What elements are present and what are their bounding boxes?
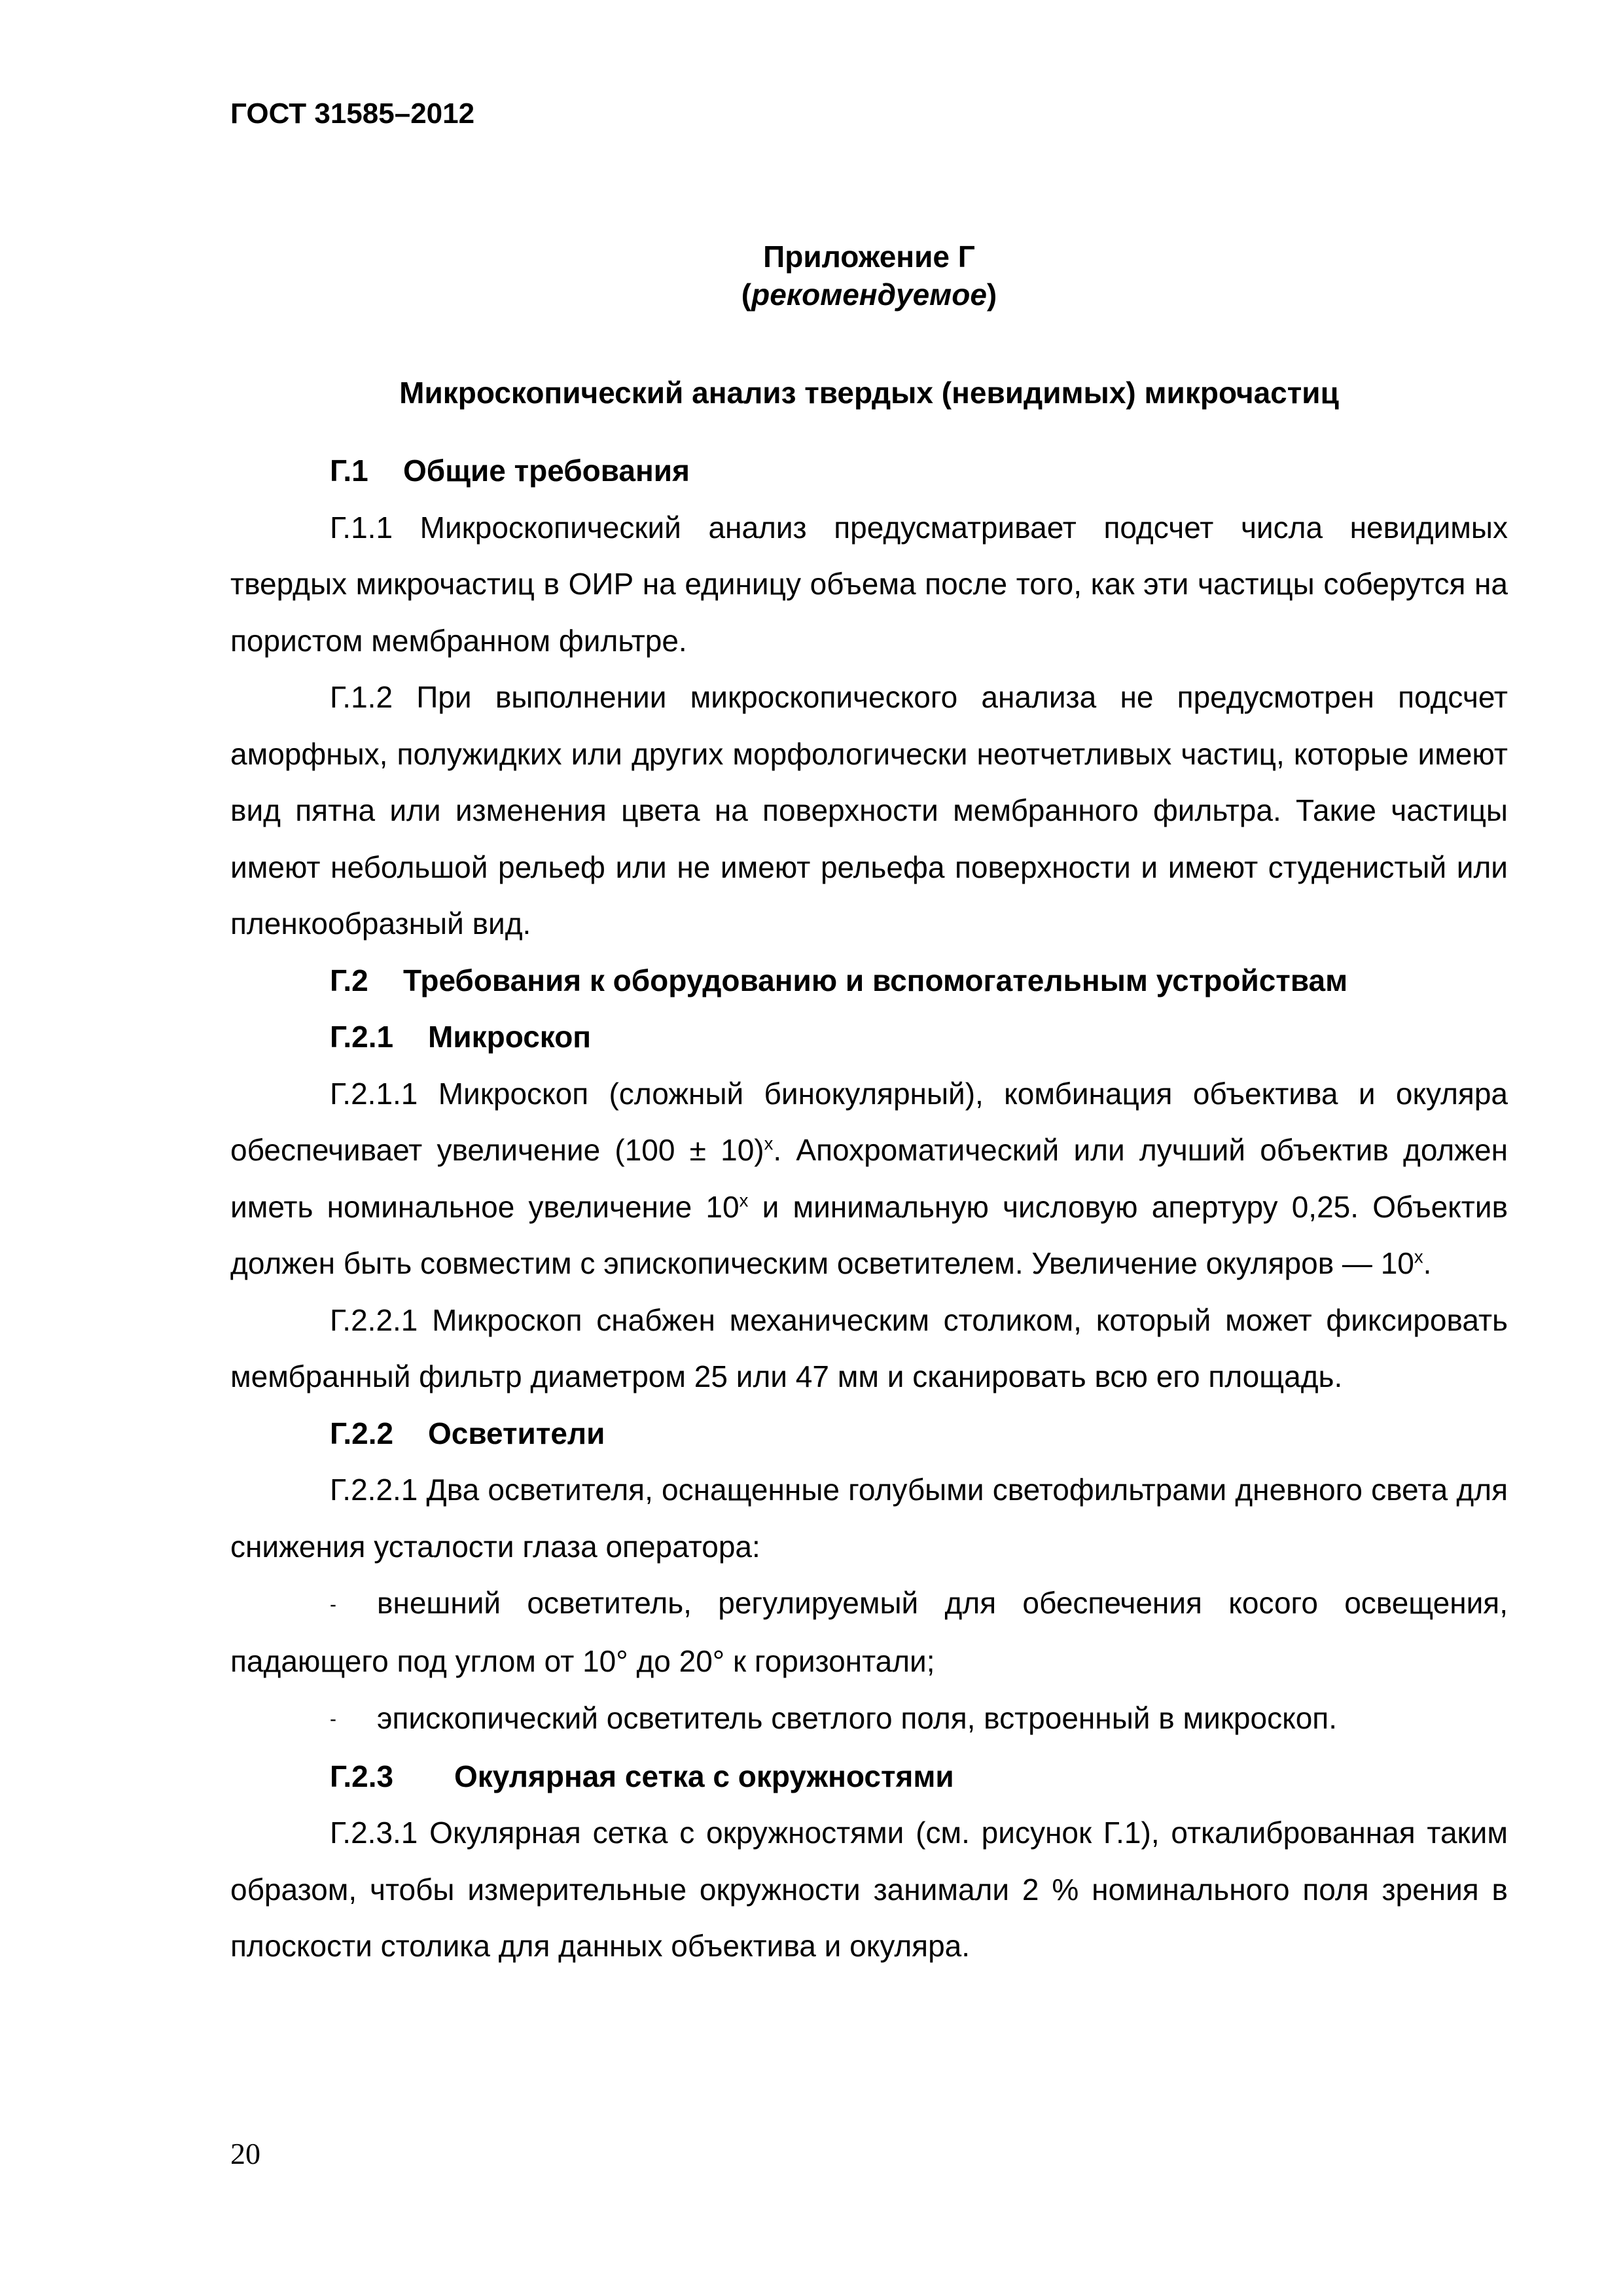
paragraph-text: . Апохроматический или лучший объектив должен иметь номинальное увеличение 10 xyxy=(230,1133,1508,1224)
document-code: ГОСТ 31585–2012 xyxy=(230,98,475,130)
section-number: Г.2 xyxy=(330,963,368,997)
paragraph-g2-3-1: Г.2.3.1 Окулярная сетка с окружностями (см. рисунок Г.1), откалиброванная таким образом, чтобы измерительные окружности занимали 2 % номинального поля зрения в плоскости столика для данных объектива и окуляра. xyxy=(230,1816,1508,1963)
section-title: Микроскоп xyxy=(428,1020,592,1054)
paragraph-g2-1-1 xyxy=(230,1066,1508,1292)
section-heading-g2-2 xyxy=(230,1405,1508,1462)
superscript-x: х xyxy=(1414,1246,1423,1267)
section-number: Г.2.3 xyxy=(330,1759,394,1793)
paragraph-g2-2-1-stage: Г.2.2.1 Микроскоп снабжен механическим столиком, который может фиксировать мембранный фильтр диаметром 25 или 47 мм и сканировать всю его площадь. xyxy=(230,1302,1508,1393)
annex-status xyxy=(230,272,1508,317)
paragraph-text: и минимальную числовую апертуру 0,25. Объектив должен быть совместим с эпископическим осветителем. Увеличение окуляров — 10 xyxy=(230,1189,1508,1280)
section-title: Общие требования xyxy=(403,454,690,488)
list-item-text: внешний осветитель, регулируемый для обеспечения косого освещения, падающего под углом от 10° до 20° к горизонтали; xyxy=(230,1586,1508,1678)
bullet-dash: - xyxy=(330,1708,336,1730)
page-number: 20 xyxy=(230,2137,260,2170)
annex-main-title: Микроскопический анализ твердых (невидимых) микрочастиц xyxy=(399,376,1339,410)
section-heading-g2-3 xyxy=(230,1748,1508,1805)
annex-title: Приложение Г xyxy=(763,240,975,274)
paragraph-g2-2-1-illuminators: Г.2.2.1 Два осветителя, оснащенные голубыми светофильтрами дневного света для снижения усталости глаза оператора: xyxy=(230,1473,1508,1564)
paragraph-g1-1: Г.1.1 Микроскопический анализ предусматривает подсчет числа невидимых твердых микрочастиц в ОИР на единицу объема после того, как эти частицы соберутся на пористом мембранном фильтре. xyxy=(230,510,1508,658)
paragraph-g1-2: Г.1.2 При выполнении микроскопического анализа не предусмотрен подсчет аморфных, полужидких или других морфологически неотчетливых частиц, которые имеют вид пятна или изменения цвета на поверхности мембранного фильтра. Такие частицы имеют небольшой рельеф или не имеют рельефа поверхности и имеют студенистый или пленкообразный вид. xyxy=(230,680,1508,941)
section-title: Окулярная сетка с окружностями xyxy=(454,1759,954,1793)
section-number: Г.2.1 xyxy=(330,1020,394,1054)
list-item xyxy=(230,1575,1508,1690)
section-heading-g2 xyxy=(230,952,1508,1009)
paragraph-text: . xyxy=(1423,1246,1432,1280)
paragraph-text: Г.2.1.1 Микроскоп (сложный бинокулярный), комбинация объектива и окуляра обеспечивает увеличение (100 ± 10) xyxy=(230,1076,1508,1167)
document-body xyxy=(230,442,1508,1975)
bullet-dash: - xyxy=(330,1593,336,1615)
section-number: Г.2.2 xyxy=(330,1416,394,1450)
superscript-x: х xyxy=(739,1190,749,1211)
section-title: Требования к оборудованию и вспомогательным устройствам xyxy=(403,963,1348,997)
section-heading-g2-1 xyxy=(230,1009,1508,1066)
section-heading-g1 xyxy=(230,442,1508,499)
annex-status-text: рекомендуемое xyxy=(751,278,987,312)
list-item xyxy=(230,1690,1508,1748)
superscript-x: х xyxy=(764,1133,774,1154)
annex-status-open: ( xyxy=(741,278,752,312)
section-title: Осветители xyxy=(428,1416,605,1450)
list-item-text: эпископический осветитель светлого поля, встроенный в микроскоп. xyxy=(377,1700,1337,1735)
annex-status-close: ) xyxy=(986,278,997,312)
section-number: Г.1 xyxy=(330,454,368,488)
